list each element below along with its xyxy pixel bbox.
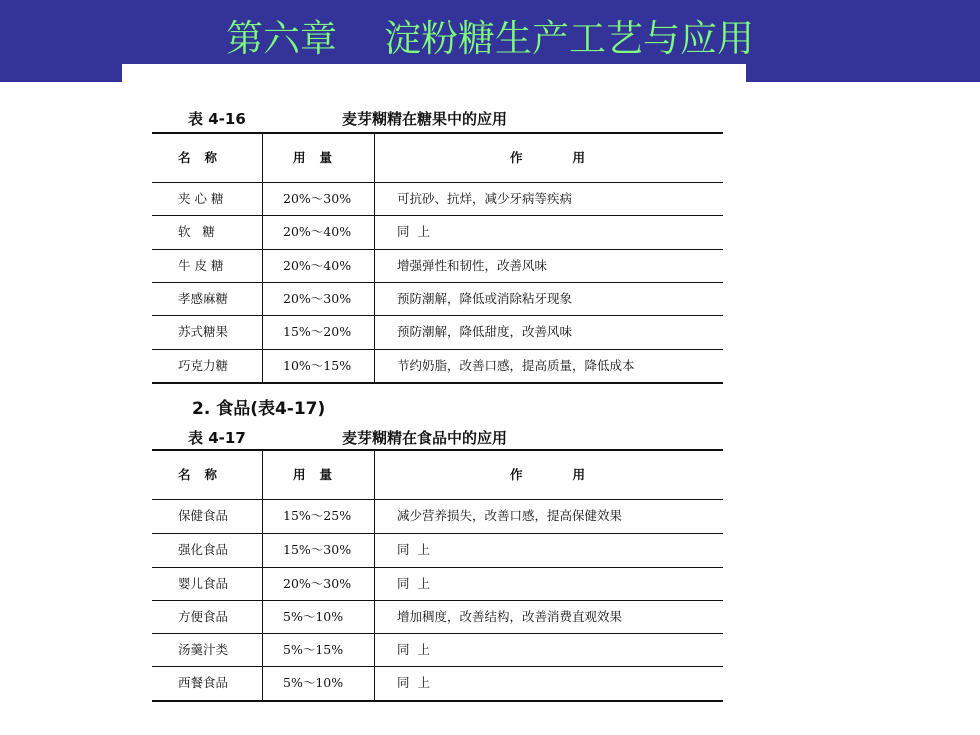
table-row-name: 苏式糖果 (178, 324, 229, 339)
table-row-dose: 20%～30% (283, 576, 352, 591)
table-rule (152, 215, 723, 216)
table-rule (152, 666, 723, 667)
table-row-name: 夹 心 糖 (178, 191, 224, 206)
table-row-use: 同 上 (397, 542, 430, 557)
table2-header-dose: 用量 (293, 467, 347, 482)
table-row-use: 增强弹性和韧性，改善风味 (397, 258, 548, 273)
table-row-dose: 20%～40% (283, 258, 352, 273)
table-rule (152, 182, 723, 183)
table-rule (152, 533, 723, 534)
table-row-dose: 5%～15% (283, 642, 344, 657)
table-row-use: 同 上 (397, 675, 430, 690)
table-row-name: 西餐食品 (178, 675, 229, 690)
column-divider (374, 449, 375, 701)
table-row-dose: 15%～30% (283, 542, 352, 557)
table1-header-name: 名称 (178, 150, 232, 165)
table-rule (152, 132, 723, 134)
table-row-dose: 5%～10% (283, 609, 344, 624)
column-divider (374, 132, 375, 383)
table2-caption-number: 表 4-17 (188, 429, 246, 447)
table-row-use: 同 上 (397, 642, 430, 657)
table-row-name: 巧克力糖 (178, 358, 229, 373)
table-row-dose: 10%～15% (283, 358, 352, 373)
table-row-dose: 5%～10% (283, 675, 344, 690)
table-4-17 (152, 449, 723, 703)
table-rule (152, 700, 723, 702)
table-row-use: 可抗砂、抗烊，减少牙病等疾病 (397, 191, 573, 206)
slide-title: 第六章 淀粉糖生产工艺与应用 (225, 17, 755, 60)
table-row-name: 汤羹汁类 (178, 642, 229, 657)
table-row-dose: 15%～20% (283, 324, 352, 339)
table-row-use: 同 上 (397, 224, 430, 239)
table1-header-use: 作用 (510, 150, 636, 165)
scanned-page (122, 64, 746, 735)
table-rule (152, 315, 723, 316)
table1-header-dose: 用量 (293, 150, 347, 165)
section-heading: 2. 食品(表4-17) (192, 399, 326, 419)
table-row-use: 减少营养损失，改善口感，提高保健效果 (397, 508, 623, 523)
table2-header-name: 名称 (178, 467, 232, 482)
table-row-dose: 20%～40% (283, 224, 352, 239)
table-row-name: 牛 皮 糖 (178, 258, 224, 273)
table-row-name: 孝感麻糖 (178, 291, 229, 306)
column-divider (262, 449, 263, 701)
table-rule (152, 633, 723, 634)
table1-caption-title: 麦芽糊精在糖果中的应用 (342, 110, 508, 128)
table-rule (152, 349, 723, 350)
table-row-use: 节约奶脂，改善口感，提高质量，降低成本 (397, 358, 635, 373)
table-rule (152, 249, 723, 250)
table-row-name: 保健食品 (178, 508, 229, 523)
table-row-name: 婴儿食品 (178, 576, 229, 591)
table-rule (152, 567, 723, 568)
table-row-dose: 15%～25% (283, 508, 352, 523)
table-row-use: 预防潮解，降低或消除粘牙现象 (397, 291, 573, 306)
table-row-use: 预防潮解，降低甜度，改善风味 (397, 324, 573, 339)
table-row-name: 方便食品 (178, 609, 229, 624)
table-row-use: 增加稠度，改善结构，改善消费直观效果 (397, 609, 623, 624)
table-row-name: 软 糖 (178, 224, 215, 239)
table-row-dose: 20%～30% (283, 291, 352, 306)
table-rule (152, 449, 723, 451)
table-rule (152, 282, 723, 283)
table1-caption-number: 表 4-16 (188, 110, 246, 128)
table-rule (152, 382, 723, 384)
table-row-dose: 20%～30% (283, 191, 352, 206)
table-4-16 (152, 132, 723, 384)
table2-header-use: 作用 (510, 467, 636, 482)
table2-caption-title: 麦芽糊精在食品中的应用 (342, 429, 508, 447)
table-rule (152, 499, 723, 500)
column-divider (262, 132, 263, 383)
table-rule (152, 600, 723, 601)
table-row-use: 同 上 (397, 576, 430, 591)
table-row-name: 强化食品 (178, 542, 229, 557)
